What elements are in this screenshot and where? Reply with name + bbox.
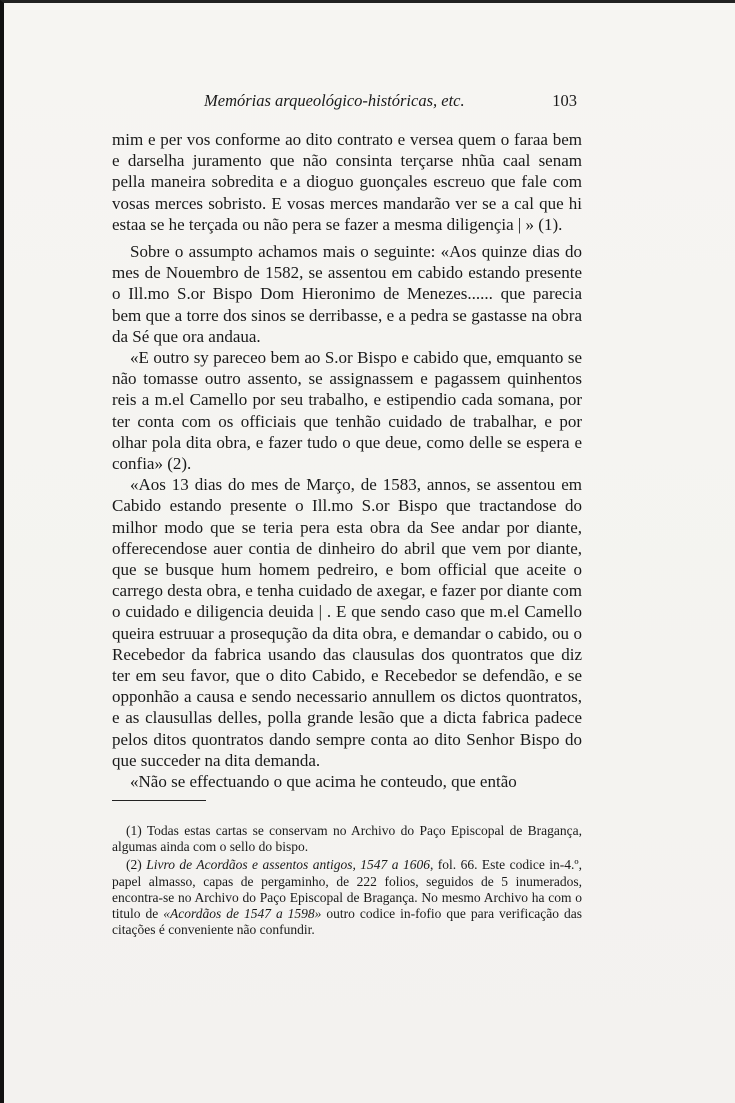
- footnote-2-number: (2): [126, 857, 147, 873]
- footnote-2-text: , fol. 66. Este codice in-4.º, papel almasso, capas de pergaminho, de 222 folios, seguidos de 5 inumerados, encontra-se no Archivo do Paço Episcopal de Bragança. No mesmo Archivo ha com o titulo de: [112, 857, 582, 922]
- footnote-1: (1) Todas estas cartas se conservam no Archivo do Paço Episcopal de Bragança, algumas ainda com o sello do bispo.: [112, 823, 582, 855]
- paragraph-2: Sobre o assumpto achamos mais o seguinte: «Aos quinze dias do mes de Nouembro de 1582, se assentou em cabido estando presente o Ill.mo S.or Bispo Dom Hieronimo de Menezes...... que parecia bem que a torre dos sinos se derribasse, e a pedra se gastasse na obra da Sé que ora andaua.: [112, 242, 582, 346]
- paragraph-5: «Não se effectuando o que acima he conteudo, que então: [130, 772, 517, 792]
- page-number: 103: [552, 91, 577, 110]
- footnotes: [112, 823, 582, 938]
- paragraph-3: «E outro sy pareceo bem ao S.or Bispo e cabido que, emquanto se não tomasse outro assento, se assignassem e pagassem quinhentos reis a m.el Camello por seu trabalho, e estipendio cada somana, por ter conta com os officiais que tenhão cuidado de trabalhar, e por olhar pola dita obra, e fazer tudo o que deue, como delle se espera e confia» (2).: [112, 348, 582, 474]
- paragraph-4: «Aos 13 dias do mes de Março, de 1583, annos, se assentou em Cabido estando presente o Ill.mo S.or Bispo que tractandose do milhor modo que se teria pera esta obra da See andar por diante, offerecendose auer contia de dinheiro do abril que vem por diante, que se busque hum homem pedreiro, e bom official que aceite o carrego desta obra, e tenha cuidado de axegar, e fazer por diante com o cuidado e diligencia deuida | . E que sendo caso que m.el Camello queira estruuar a prosequção da dita obra, e demandar o cabido, ou o Recebedor da fabrica usando das clausulas dos quontratos que diz ter em seu favor, que o dito Cabido, e Recebedor se defendão, e se opponhão a causa e sendo necessario annullem os dictos quontratos, e as clausullas delles, polla grande lesão que a dicta fabrica padece pelos ditos quontratos dando sempre conta ao dito Senhor Bispo do que succeder na dita demanda.: [112, 475, 582, 770]
- footnote-2-text-end: outro codice in-fofio que para verificação das citações é conveniente não confundir.: [112, 906, 582, 938]
- running-title: Memórias arqueológico-históricas, etc.: [204, 91, 465, 110]
- main-text: [112, 129, 582, 792]
- footnote-2-book-title: Livro de Acordãos e assentos antigos, 1547 a 1606: [146, 857, 430, 873]
- paragraph-1: mim e per vos conforme ao dito contrato e versea quem o faraa bem e darselha juramento que não consinta terçarse nhũa caal senam pella maneira sobredita e a dioguo guonçales escreuo que fale com vosas merces sobristo. E vosas merces mandarão ver se a cal que hi estaa se he terçada ou não pera se fazer a mesma diligençia | » (1).: [112, 130, 582, 234]
- footnote-2-codex-title: «Acordãos de 1547 a 1598»: [163, 906, 322, 922]
- footnote-2: [112, 857, 582, 938]
- footnote-separator: [112, 800, 206, 801]
